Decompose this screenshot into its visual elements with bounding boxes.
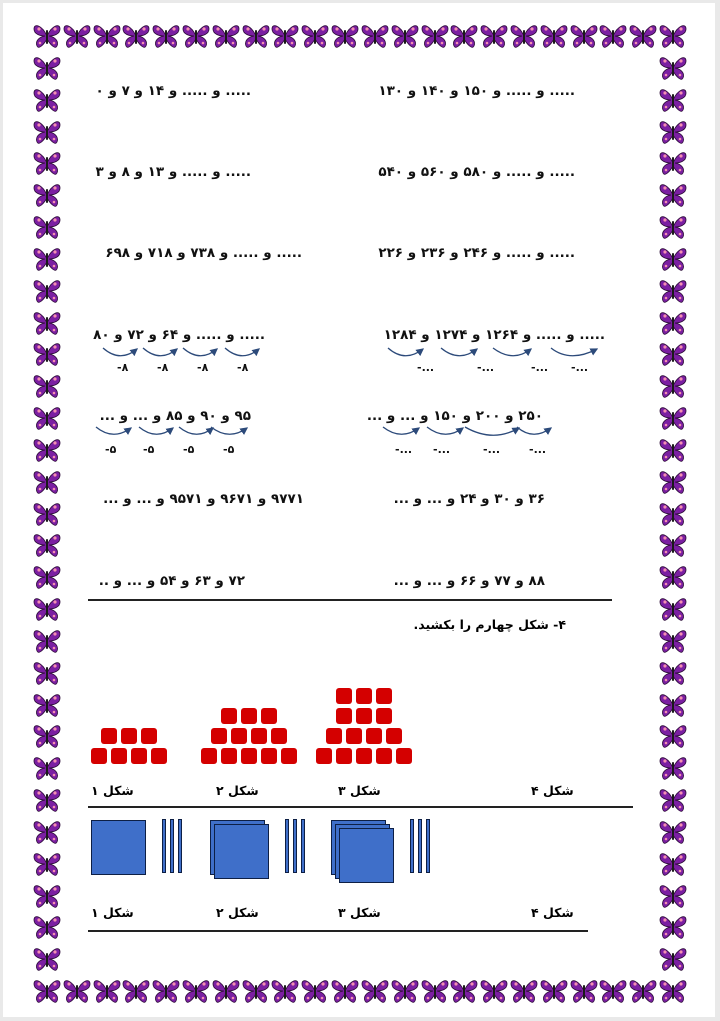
butterfly-icon (271, 978, 299, 1005)
rod-block (301, 819, 305, 873)
arc-label: -۵ (183, 443, 195, 456)
arc-r4-right-2 (441, 348, 477, 356)
red-cube (241, 708, 257, 724)
arc-label: -... (571, 361, 589, 374)
butterfly-icon (33, 501, 61, 528)
butterfly-icon (659, 596, 687, 623)
butterfly-icon (540, 978, 568, 1005)
arc-label: -... (477, 361, 495, 374)
shape-label: شکل ۲ (216, 783, 259, 798)
divider (88, 930, 588, 932)
butterfly-icon (659, 501, 687, 528)
butterfly-icon (659, 914, 687, 941)
red-cube (231, 728, 247, 744)
shape-label: شکل ۲ (216, 905, 259, 920)
arc-label: -... (531, 361, 549, 374)
red-cube (261, 748, 277, 764)
arc-r4-left-1 (103, 348, 137, 356)
butterfly-icon (659, 787, 687, 814)
arc-label: -۵ (143, 443, 155, 456)
red-cube (251, 728, 267, 744)
arc-r5-left-2 (139, 427, 173, 434)
butterfly-icon (659, 819, 687, 846)
butterfly-icon (33, 883, 61, 910)
sequence-r6-right: ۳۶ و ۳۰ و ۲۴ و ... و ... (393, 491, 545, 507)
rod-block (426, 819, 430, 873)
red-cube (346, 728, 362, 744)
arc-label: -۸ (117, 361, 129, 374)
sequence-r3-left: ..... و ..... و ۷۳۸ و ۷۱۸ و ۶۹۸ (105, 245, 302, 261)
arc-label: -۵ (223, 443, 235, 456)
red-cube (271, 728, 287, 744)
butterfly-icon (33, 787, 61, 814)
shape-label: شکل ۳ (338, 783, 381, 798)
question-title: ۴- شکل چهارم را بکشید. (413, 617, 566, 632)
sequence-r1-left: ..... و ..... و ۱۴ و ۷ و ۰ (95, 83, 251, 99)
butterfly-icon (659, 946, 687, 973)
red-cube (356, 688, 372, 704)
arc-r4-right-4 (551, 348, 597, 356)
divider (88, 599, 612, 601)
butterfly-icon (301, 978, 329, 1005)
red-cube (201, 748, 217, 764)
red-cube (326, 728, 342, 744)
butterfly-icon (33, 628, 61, 655)
butterfly-icon (361, 978, 389, 1005)
arc-label: -... (433, 443, 451, 456)
butterfly-icon (659, 978, 687, 1005)
butterfly-icon (33, 660, 61, 687)
arc-label: -... (483, 443, 501, 456)
sequence-r7-right: ۸۸ و ۷۷ و ۶۶ و ... و ... (393, 573, 545, 589)
butterfly-icon (659, 851, 687, 878)
butterfly-icon (391, 978, 419, 1005)
rod-block (418, 819, 422, 873)
butterfly-icon (599, 978, 627, 1005)
subtraction-arcs (3, 3, 715, 473)
butterfly-icon (33, 755, 61, 782)
red-cube (356, 708, 372, 724)
butterfly-icon (33, 723, 61, 750)
arc-r5-right-1 (383, 427, 419, 434)
sequence-r4-left: ..... و ..... و ۶۴ و ۷۲ و ۸۰ (93, 327, 265, 343)
red-cube (101, 728, 117, 744)
butterfly-icon (242, 978, 270, 1005)
worksheet-page (3, 3, 715, 1017)
shape-label: شکل ۱ (91, 905, 134, 920)
red-cube (281, 748, 297, 764)
arc-r5-left-4 (211, 427, 247, 434)
butterfly-icon (93, 978, 121, 1005)
sequence-r3-right: ..... و ..... و ۲۴۶ و ۲۳۶ و ۲۲۶ (378, 245, 575, 261)
square-block (91, 820, 146, 875)
butterfly-icon (659, 723, 687, 750)
rod-block (285, 819, 289, 873)
butterfly-icon (570, 978, 598, 1005)
red-cube (221, 748, 237, 764)
sequence-r5-left: ۹۵ و ۹۰ و ۸۵ و ... و ... (99, 408, 251, 424)
arc-label: -... (529, 443, 547, 456)
red-cube (151, 748, 167, 764)
arc-label: -... (395, 443, 413, 456)
arc-r5-left-3 (179, 427, 213, 434)
red-cube (211, 728, 227, 744)
butterfly-icon (33, 851, 61, 878)
rod-block (293, 819, 297, 873)
red-cube (386, 728, 402, 744)
butterfly-icon (659, 532, 687, 559)
butterfly-icon (659, 755, 687, 782)
sequence-r7-left: ۷۲ و ۶۳ و ۵۴ و ... و .. (98, 573, 245, 589)
sequence-r5-right: ۲۵۰ و ۲۰۰ و ۱۵۰ و ... و ... (366, 408, 543, 424)
red-cube (121, 728, 137, 744)
butterfly-icon (63, 978, 91, 1005)
red-cube (336, 748, 352, 764)
butterfly-icon (33, 532, 61, 559)
divider (88, 806, 633, 808)
butterfly-icon (510, 978, 538, 1005)
arc-r4-left-4 (225, 348, 259, 356)
butterfly-icon (182, 978, 210, 1005)
sequence-r2-right: ..... و ..... و ۵۸۰ و ۵۶۰ و ۵۴۰ (378, 164, 575, 180)
butterfly-icon (212, 978, 240, 1005)
arc-label: -۵ (105, 443, 117, 456)
butterfly-icon (33, 914, 61, 941)
red-cube (376, 688, 392, 704)
red-cube (376, 748, 392, 764)
red-cube (396, 748, 412, 764)
arc-r4-right-1 (388, 348, 423, 356)
red-cube (356, 748, 372, 764)
red-cube (141, 728, 157, 744)
rod-block (170, 819, 174, 873)
red-cube (111, 748, 127, 764)
butterfly-icon (421, 978, 449, 1005)
red-cube (336, 688, 352, 704)
butterfly-icon (33, 564, 61, 591)
butterfly-icon (659, 692, 687, 719)
red-cube (366, 728, 382, 744)
arc-label: -۸ (197, 361, 209, 374)
square-block (339, 828, 394, 883)
butterfly-icon (33, 692, 61, 719)
butterfly-icon (480, 978, 508, 1005)
butterfly-icon (33, 946, 61, 973)
rod-block (162, 819, 166, 873)
arc-r4-right-3 (493, 348, 531, 356)
arc-r5-right-2 (427, 427, 463, 434)
shape-label: شکل ۴ (531, 783, 574, 798)
red-cube (221, 708, 237, 724)
red-cube (261, 708, 277, 724)
red-cube (336, 708, 352, 724)
sequence-r4-right: ..... و ..... و ۱۲۶۴ و ۱۲۷۴ و ۱۲۸۴ (383, 327, 605, 343)
arc-r5-left-1 (96, 427, 131, 434)
red-cube (316, 748, 332, 764)
butterfly-icon (331, 978, 359, 1005)
butterfly-icon (450, 978, 478, 1005)
arc-label: -۸ (157, 361, 169, 374)
butterfly-icon (122, 978, 150, 1005)
red-cube (131, 748, 147, 764)
sequence-r2-left: ..... و ..... و ۱۳ و ۸ و ۳ (95, 164, 251, 180)
butterfly-icon (659, 660, 687, 687)
butterfly-icon (33, 596, 61, 623)
butterfly-icon (659, 564, 687, 591)
rod-block (410, 819, 414, 873)
sequence-r6-left: ۹۷۷۱ و ۹۶۷۱ و ۹۵۷۱ و ... و ... (103, 491, 304, 507)
arc-r5-right-3 (465, 427, 519, 435)
butterfly-icon (659, 883, 687, 910)
butterfly-icon (152, 978, 180, 1005)
arc-label: -۸ (237, 361, 249, 374)
arc-r4-left-2 (143, 348, 177, 356)
shape-label: شکل ۱ (91, 783, 134, 798)
butterfly-icon (33, 819, 61, 846)
red-cube (376, 708, 392, 724)
shape-label: شکل ۴ (531, 905, 574, 920)
butterfly-icon (659, 628, 687, 655)
arc-r5-right-4 (517, 427, 551, 434)
butterfly-icon (629, 978, 657, 1005)
butterfly-icon (33, 978, 61, 1005)
arc-label: -... (417, 361, 435, 374)
red-cube (241, 748, 257, 764)
shape-label: شکل ۳ (338, 905, 381, 920)
sequence-r1-right: ..... و ..... و ۱۵۰ و ۱۴۰ و ۱۳۰ (378, 83, 575, 99)
square-block (214, 824, 269, 879)
red-cube (91, 748, 107, 764)
rod-block (178, 819, 182, 873)
arc-r4-left-3 (183, 348, 217, 356)
